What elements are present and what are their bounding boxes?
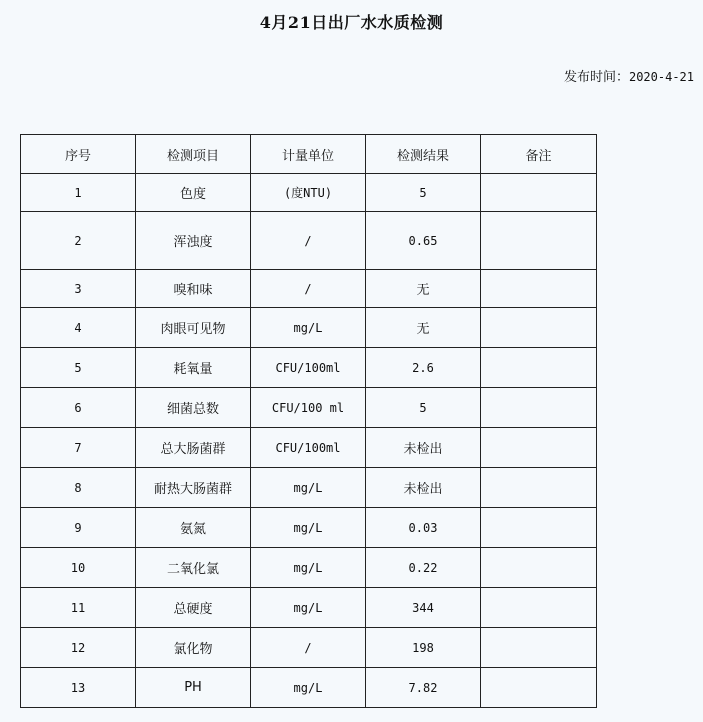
cell-unit: CFU/100 ml <box>251 388 366 428</box>
cell-unit: / <box>251 270 366 308</box>
header-item: 检测项目 <box>136 135 251 174</box>
table-header-row <box>21 135 597 174</box>
cell-item: 嗅和味 <box>136 270 251 308</box>
water-quality-table <box>20 134 597 708</box>
cell-result: 0.65 <box>366 212 481 270</box>
table-row <box>21 428 597 468</box>
cell-no: 9 <box>21 508 136 548</box>
cell-item: 色度 <box>136 174 251 212</box>
header-result: 检测结果 <box>366 135 481 174</box>
cell-unit: mg/L <box>251 548 366 588</box>
cell-note <box>481 348 597 388</box>
cell-note <box>481 388 597 428</box>
cell-item: 耗氧量 <box>136 348 251 388</box>
cell-note <box>481 212 597 270</box>
cell-no: 2 <box>21 212 136 270</box>
cell-result: 5 <box>366 174 481 212</box>
cell-no: 1 <box>21 174 136 212</box>
cell-no: 10 <box>21 548 136 588</box>
cell-item: 总大肠菌群 <box>136 428 251 468</box>
table-row <box>21 508 597 548</box>
cell-note <box>481 548 597 588</box>
cell-item: 耐热大肠菌群 <box>136 468 251 508</box>
table-row <box>21 348 597 388</box>
table-row <box>21 174 597 212</box>
cell-item: 细菌总数 <box>136 388 251 428</box>
cell-note <box>481 270 597 308</box>
cell-result: 无 <box>366 270 481 308</box>
table-row <box>21 548 597 588</box>
header-note: 备注 <box>481 135 597 174</box>
cell-no: 6 <box>21 388 136 428</box>
cell-item: 氯化物 <box>136 628 251 668</box>
cell-result: 5 <box>366 388 481 428</box>
cell-no: 12 <box>21 628 136 668</box>
cell-unit: (度NTU) <box>251 174 366 212</box>
cell-result: 0.22 <box>366 548 481 588</box>
header-unit: 计量单位 <box>251 135 366 174</box>
table-row <box>21 628 597 668</box>
cell-result: 无 <box>366 308 481 348</box>
table-row <box>21 468 597 508</box>
table-row <box>21 388 597 428</box>
cell-no: 7 <box>21 428 136 468</box>
publish-date-label: 发布时间： <box>563 70 629 85</box>
cell-result: 198 <box>366 628 481 668</box>
cell-item: 二氧化氯 <box>136 548 251 588</box>
publish-date-value: 2020-4-21 <box>628 70 694 84</box>
cell-result: 344 <box>366 588 481 628</box>
cell-note <box>481 668 597 708</box>
cell-no: 13 <box>21 668 136 708</box>
cell-no: 5 <box>21 348 136 388</box>
table-row <box>21 588 597 628</box>
table-row <box>21 212 597 270</box>
publish-date <box>564 66 694 85</box>
cell-unit: / <box>251 628 366 668</box>
cell-item: 氨氮 <box>136 508 251 548</box>
cell-note <box>481 508 597 548</box>
cell-unit: mg/L <box>251 588 366 628</box>
cell-result: 0.03 <box>366 508 481 548</box>
page-title: 4月21日出厂水水质检测 <box>259 13 444 32</box>
cell-result: 未检出 <box>366 428 481 468</box>
header-no: 序号 <box>21 135 136 174</box>
cell-unit: mg/L <box>251 508 366 548</box>
cell-unit: mg/L <box>251 468 366 508</box>
cell-unit: CFU/100ml <box>251 428 366 468</box>
cell-no: 4 <box>21 308 136 348</box>
cell-note <box>481 588 597 628</box>
cell-no: 8 <box>21 468 136 508</box>
cell-unit: / <box>251 212 366 270</box>
table-row <box>21 270 597 308</box>
cell-no: 3 <box>21 270 136 308</box>
cell-unit: mg/L <box>251 308 366 348</box>
table-row <box>21 308 597 348</box>
cell-item: PH <box>136 668 251 708</box>
cell-unit: CFU/100ml <box>251 348 366 388</box>
cell-note <box>481 308 597 348</box>
cell-result: 2.6 <box>366 348 481 388</box>
cell-item: 肉眼可见物 <box>136 308 251 348</box>
table-row <box>21 668 597 708</box>
cell-note <box>481 174 597 212</box>
cell-no: 11 <box>21 588 136 628</box>
cell-item: 浑浊度 <box>136 212 251 270</box>
cell-result: 7.82 <box>366 668 481 708</box>
cell-note <box>481 468 597 508</box>
cell-unit: mg/L <box>251 668 366 708</box>
cell-result: 未检出 <box>366 468 481 508</box>
cell-note <box>481 628 597 668</box>
cell-note <box>481 428 597 468</box>
cell-item: 总硬度 <box>136 588 251 628</box>
